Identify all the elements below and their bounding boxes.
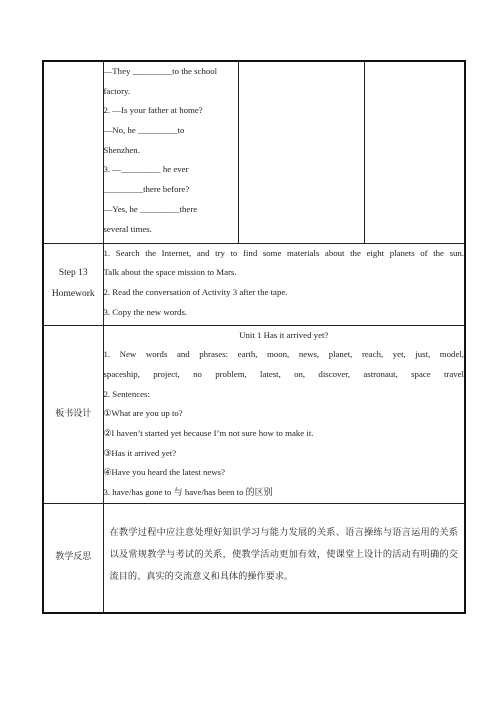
reflection-text: 在教学过程中应注意处理好知识学习与能力发展的关系、语言操练与语言运用的关系以及常规教学与考试的关系，使教学活动更加有效，使课堂上设计的活动有明确的交流目的、真实的交流意义和具体的操作要求。 <box>109 526 458 582</box>
reflection-row <box>43 503 465 613</box>
empty-cell <box>238 61 364 243</box>
exercise-label-cell <box>43 61 103 243</box>
board-label: 板书设计 <box>55 408 92 419</box>
board-grammar-line <box>104 483 465 503</box>
exercise-line: several times. <box>103 223 152 234</box>
grammar-text: 的区别 <box>245 488 273 498</box>
homework-row <box>43 243 465 325</box>
board-sentence: ②I haven’t started yet because I’m not sure how to make it. <box>103 427 314 438</box>
reflection-content-cell <box>103 503 465 613</box>
homework-label: Homework <box>51 289 95 299</box>
homework-line: Talk about the space mission to Mars. <box>103 267 237 278</box>
reflection-label: 教学反思 <box>55 552 92 563</box>
board-design-row <box>43 325 465 503</box>
exercise-line: —No, he _________to <box>103 125 185 136</box>
board-label-cell <box>43 325 103 503</box>
board-sentence: ①What are you up to? <box>103 408 183 419</box>
homework-content-cell <box>103 243 465 325</box>
exercise-line: —They _________to the school <box>103 66 218 76</box>
grammar-text: have/has been to <box>182 487 246 497</box>
exercise-line: Shenzhen. <box>103 144 140 155</box>
homework-line: 2. Read the conversation of Activity 3 after the tape. <box>103 286 288 297</box>
homework-label-cell <box>43 243 103 325</box>
board-content-cell <box>103 325 465 503</box>
step-label: Step 13 <box>58 268 88 278</box>
grammar-text: 3. have/has gone to <box>103 487 174 497</box>
board-sentence: ④Have you heard the latest news? <box>103 467 225 478</box>
lesson-plan-table <box>42 60 466 614</box>
reflection-label-cell <box>43 503 103 613</box>
exercise-line: —Yes, he _________there <box>103 203 198 214</box>
exercise-row <box>43 61 465 243</box>
board-words-line: 1. New words and phrases: earth, moon, news, planet, reach, yet, just, model, <box>103 349 464 360</box>
exercise-line: factory. <box>103 85 131 96</box>
board-sentences-heading: 2. Sentences: <box>103 388 150 399</box>
exercise-line: _________there before? <box>103 184 190 195</box>
board-words-line: spaceship, project, no problem, latest, on, discover, astronaut, space travel <box>103 368 464 379</box>
homework-line: 1. Search the Internet, and try to find some materials about the eight planets of the sun. <box>103 247 464 258</box>
homework-line: 3. Copy the new words. <box>103 306 188 317</box>
exercise-content-cell <box>103 61 238 243</box>
exercise-line: 2. —Is your father at home? <box>103 105 203 116</box>
empty-cell <box>364 61 465 243</box>
exercise-line: 3. —_________ he ever <box>103 164 189 175</box>
board-sentence: ③Has it arrived yet? <box>103 447 177 458</box>
board-title: Unit 1 Has it arrived yet? <box>239 329 329 340</box>
grammar-text: 与 <box>173 488 183 498</box>
